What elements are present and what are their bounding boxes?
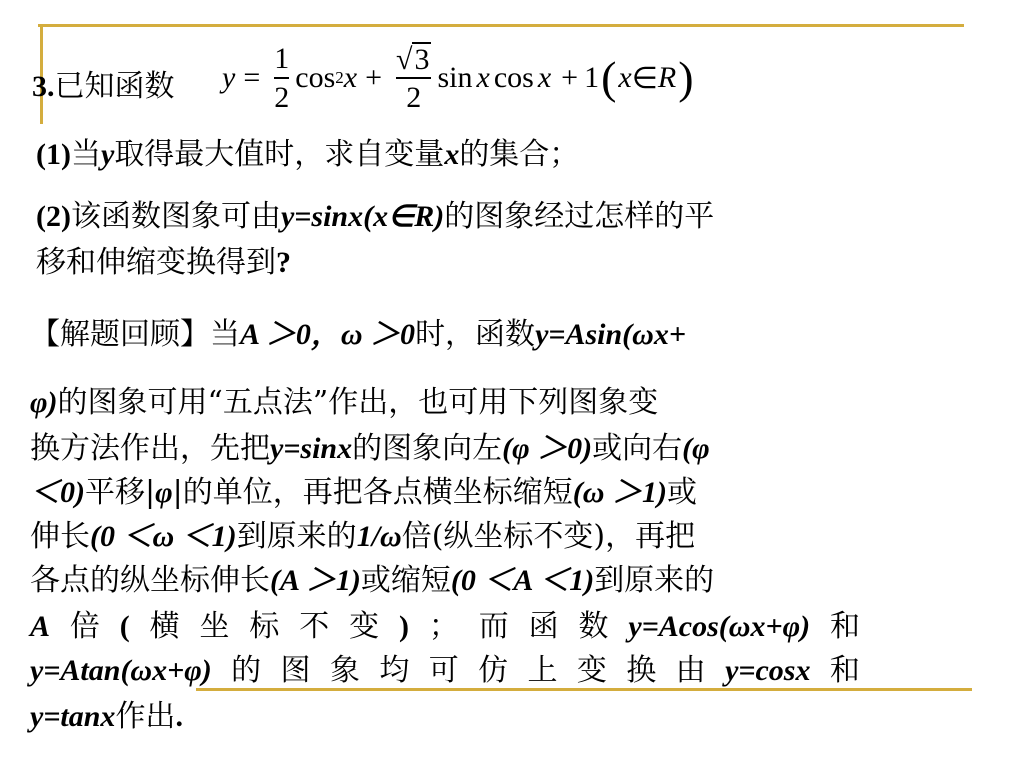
fraction-one-half xyxy=(274,42,289,114)
formula-x: x xyxy=(476,61,490,94)
review-text: 坐 xyxy=(199,609,230,644)
formula-one: 1 xyxy=(584,61,600,94)
question-2-line-2 xyxy=(36,245,291,280)
review-math: y=tanx xyxy=(30,700,116,733)
review-math: (φ ＞0) xyxy=(502,432,593,465)
review-math: (ω ＞1) xyxy=(572,476,667,509)
review-math: 1/ω xyxy=(356,520,402,553)
review-text: 到原来的 xyxy=(236,519,357,554)
review-text: 换方法作出，先把 xyxy=(30,431,270,466)
review-line-2 xyxy=(30,385,659,420)
review-text: . xyxy=(175,700,183,733)
formula-R: R xyxy=(657,61,677,94)
review-text: 平移| xyxy=(85,475,156,510)
review-math: (0 ＜ω ＜1) xyxy=(90,520,237,553)
review-text: 的 xyxy=(231,653,262,688)
q1-text: 的集合； xyxy=(459,137,580,172)
review-text: |的单位，再把各点横坐标缩短 xyxy=(172,475,573,510)
formula-x: x xyxy=(537,61,552,94)
review-math: y=Acos(ωx+φ) xyxy=(628,610,811,643)
review-math: A ＞0，ω ＞0 xyxy=(240,318,416,351)
radicand: 3 xyxy=(414,42,430,76)
review-line-3 xyxy=(30,431,710,466)
formula-exponent: 2 xyxy=(335,68,344,87)
review-math: (0 ＜A ＜1) xyxy=(450,564,595,597)
frac-bar xyxy=(396,77,431,79)
review-text: 横 xyxy=(149,609,180,644)
review-text: 变 xyxy=(349,609,380,644)
q1-text: 当 xyxy=(70,137,101,172)
review-line-6 xyxy=(30,563,715,598)
review-text: 函 xyxy=(528,609,559,644)
frac-numerator: 1 xyxy=(274,42,290,75)
review-math: φ xyxy=(155,476,173,509)
q2-expression: y=sinx(x∈R) xyxy=(280,200,445,233)
review-text: ) xyxy=(399,610,410,643)
review-line-5 xyxy=(30,519,696,554)
review-text: 换 xyxy=(626,653,657,688)
review-text: 时，函数 xyxy=(415,317,536,352)
review-text: 和 xyxy=(829,653,860,688)
review-text: 的图象可用“五点法”作出，也可用下列图象变 xyxy=(57,385,659,420)
review-text: 数 xyxy=(578,609,609,644)
formula-x: x xyxy=(618,61,632,94)
review-text: 或 xyxy=(666,475,697,510)
review-line-1 xyxy=(30,317,686,352)
review-text: 或向右 xyxy=(592,431,683,466)
review-text: 的图象向左 xyxy=(352,431,503,466)
review-text: ( xyxy=(119,610,130,643)
q1-text: 取得最大值时，求自变量 xyxy=(114,137,445,172)
review-text: 仿 xyxy=(478,653,509,688)
review-math: y=sinx xyxy=(270,432,353,465)
review-text: 倍 xyxy=(69,609,100,644)
formula-sin: sin xyxy=(437,61,473,94)
frac-denominator: 2 xyxy=(274,81,290,114)
review-math: y=cosx xyxy=(725,654,811,687)
review-text: 和 xyxy=(830,609,860,644)
review-text: 或缩短 xyxy=(360,563,451,598)
review-math: A xyxy=(30,610,51,643)
review-text: ； xyxy=(428,609,459,644)
review-text: 而 xyxy=(478,609,509,644)
review-text: 可 xyxy=(428,653,459,688)
frac-denominator: 2 xyxy=(406,81,422,115)
formula-x: x xyxy=(343,61,358,94)
question-2-line-1 xyxy=(36,199,715,234)
review-math: y=Atan(ωx+φ) xyxy=(30,654,212,687)
problem-heading xyxy=(32,69,175,104)
review-math: φ) xyxy=(30,386,58,419)
review-text: 变 xyxy=(576,653,607,688)
review-line-8 xyxy=(30,653,860,688)
review-line-4 xyxy=(30,475,697,510)
review-text: 各点的纵坐标伸长 xyxy=(30,563,270,598)
question-1 xyxy=(36,137,580,172)
formula-y: y xyxy=(222,61,236,94)
review-math: ＜0) xyxy=(30,476,85,509)
review-line-7 xyxy=(30,609,860,644)
formula-plus: + xyxy=(561,61,579,94)
sqrt-three xyxy=(396,42,431,76)
review-math: y=Asin(ωx+ xyxy=(535,318,686,351)
decorative-bottom-rule xyxy=(196,688,972,691)
fraction-sqrt3-half xyxy=(396,42,431,115)
q2-label: (2) xyxy=(36,200,71,233)
formula-right-paren: ) xyxy=(678,52,694,103)
q2-text: 的图象经过怎样的平 xyxy=(444,199,715,234)
q2-text: 移和伸缩变换得到 xyxy=(36,245,276,280)
function-formula xyxy=(222,36,696,120)
review-text: 不 xyxy=(299,609,330,644)
formula-cos: cos xyxy=(295,61,336,94)
review-text: 倍(纵坐标不变)，再把 xyxy=(401,519,696,554)
radical-sign: √ xyxy=(396,43,413,77)
frac-bar xyxy=(274,77,289,79)
formula-cos: cos xyxy=(493,61,534,94)
decorative-top-rule xyxy=(38,24,964,27)
review-math: (φ xyxy=(682,432,710,465)
review-line-9 xyxy=(30,699,183,734)
formula-left-paren: ( xyxy=(601,52,617,103)
review-text: 上 xyxy=(527,653,558,688)
problem-number: 3. xyxy=(32,70,55,103)
review-text: 均 xyxy=(379,653,410,688)
q1-label: (1) xyxy=(36,138,71,171)
review-math: (A ＞1) xyxy=(270,564,361,597)
formula-plus: + xyxy=(365,61,382,94)
review-text: 由 xyxy=(675,653,706,688)
review-text: 象 xyxy=(329,653,360,688)
problem-intro: 已知函数 xyxy=(54,69,175,104)
review-text: 图 xyxy=(280,653,311,688)
formula-element-of: ∈ xyxy=(631,61,658,95)
formula-equals: = xyxy=(243,61,261,94)
q1-var-x: x xyxy=(444,138,460,171)
q1-var-y: y xyxy=(100,138,115,171)
review-text: 【解题回顾】当 xyxy=(30,317,240,352)
q2-question-mark: ? xyxy=(276,246,291,279)
q2-text: 该函数图象可由 xyxy=(70,199,281,234)
review-text: 标 xyxy=(249,609,280,644)
review-text: 作出 xyxy=(115,699,176,734)
review-text: 伸长 xyxy=(30,519,90,554)
review-text: 到原来的 xyxy=(594,563,715,598)
